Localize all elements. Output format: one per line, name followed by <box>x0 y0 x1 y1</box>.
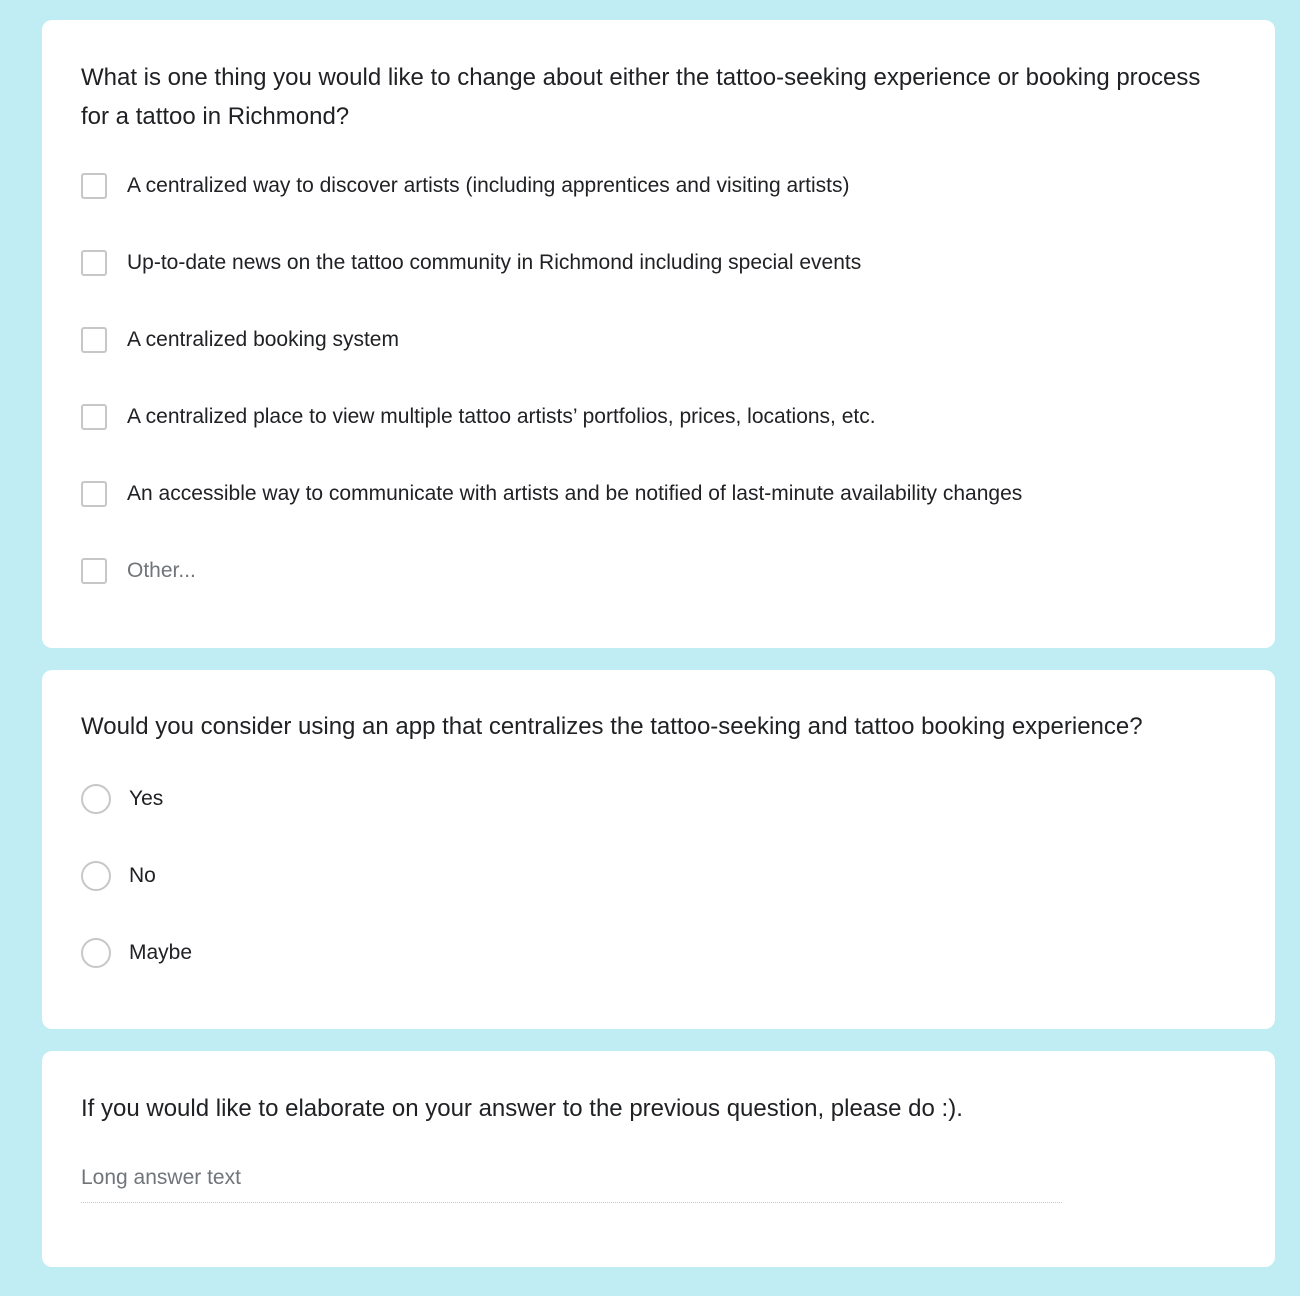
long-answer-field[interactable]: Long answer text <box>81 1163 1062 1203</box>
radio-icon[interactable] <box>81 938 111 968</box>
option-label: An accessible way to communicate with artists and be notified of last-minute availability changes <box>127 482 1023 505</box>
checkbox-option-news[interactable] <box>81 250 861 276</box>
radio-icon[interactable] <box>81 784 111 814</box>
radio-option-yes[interactable] <box>81 784 163 814</box>
checkbox-option-booking-system[interactable] <box>81 327 399 353</box>
checkbox-option-portfolios[interactable] <box>81 404 876 430</box>
option-label: Up-to-date news on the tattoo community in Richmond including special events <box>127 251 862 274</box>
option-label: Yes <box>129 787 164 810</box>
question-title: Would you consider using an app that centralizes the tattoo-seeking and tattoo booking experience? <box>81 713 1143 740</box>
other-option-label[interactable]: Other... <box>127 559 196 582</box>
checkbox-option-discover-artists[interactable] <box>81 173 850 199</box>
option-label: Maybe <box>129 941 193 964</box>
checkbox-icon[interactable] <box>81 558 107 584</box>
checkbox-icon[interactable] <box>81 327 107 353</box>
checkbox-icon[interactable] <box>81 250 107 276</box>
option-label: No <box>129 864 156 887</box>
option-label: A centralized booking system <box>127 328 399 351</box>
question-card-elaborate <box>42 1051 1275 1267</box>
radio-icon[interactable] <box>81 861 111 891</box>
question-title: If you would like to elaborate on your answer to the previous question, please do :). <box>81 1095 963 1122</box>
question-card-app-consideration <box>42 670 1275 1029</box>
checkbox-icon[interactable] <box>81 173 107 199</box>
option-label: A centralized way to discover artists (including apprentices and visiting artists) <box>127 174 850 197</box>
question-title: What is one thing you would like to change about either the tattoo-seeking experience or booking process for a tattoo in Richmond? <box>81 64 1201 130</box>
checkbox-option-other[interactable] <box>81 558 196 584</box>
checkbox-icon[interactable] <box>81 481 107 507</box>
checkbox-icon[interactable] <box>81 404 107 430</box>
radio-option-maybe[interactable] <box>81 938 192 968</box>
radio-option-no[interactable] <box>81 861 156 891</box>
option-label: A centralized place to view multiple tattoo artists’ portfolios, prices, locations, etc. <box>127 405 876 428</box>
question-card-tattoo-change <box>42 20 1275 648</box>
checkbox-option-communicate[interactable] <box>81 481 1022 507</box>
